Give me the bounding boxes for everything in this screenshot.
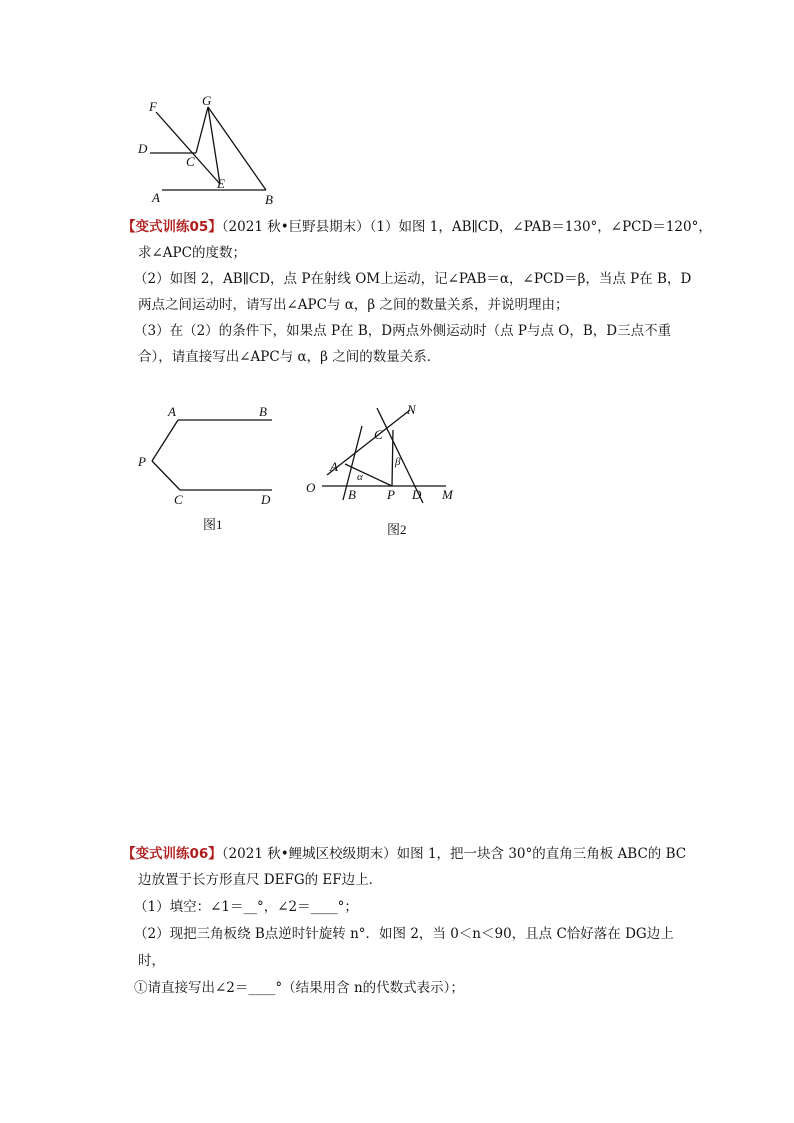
problem05-line-2: 求∠APC的度数； — [138, 245, 246, 261]
problem05-line-4: 两点之间运动时，请写出∠APC与 α，β 之间的数量关系，并说明理由； — [138, 297, 569, 313]
label-c: C — [174, 492, 183, 507]
label-b: B — [265, 192, 273, 207]
label-a: A — [330, 459, 338, 474]
figure1-caption: 图1 — [203, 517, 223, 532]
label-b: B — [348, 487, 356, 502]
figure-1 — [130, 398, 290, 513]
problem06-line-3: （1）填空：∠1＝__°，∠2＝____°； — [134, 899, 358, 915]
label-alpha: α — [357, 471, 363, 483]
problem06-line-5: 时， — [138, 953, 165, 969]
label-n: N — [407, 402, 416, 417]
problem05-tag: 【变式训练05】 — [122, 219, 222, 235]
problem06-line-2: 边放置于长方形直尺 DEFG的 EF边上． — [138, 872, 383, 888]
problem06-tag: 【变式训练06】 — [122, 846, 222, 862]
label-p: P — [387, 487, 395, 502]
problem06-line-6: ①请直接写出∠2＝____°（结果用含 n的代数式表示）； — [134, 980, 464, 996]
line-gc — [196, 107, 208, 153]
label-f: F — [149, 99, 157, 114]
label-o: O — [306, 480, 316, 495]
problem06-line-4: （2）现把三角板绕 B点逆时针旋转 n°．如图 2，当 0＜n＜90，且点 C恰好落在 DG边上 — [134, 926, 674, 942]
label-d: D — [412, 487, 422, 502]
label-c: C — [374, 427, 383, 442]
label-a: A — [168, 404, 176, 419]
problem05-line-1: 【变式训练05】（2021 秋•巨野县期末）（1）如图 1，AB∥CD，∠PAB＝130°，∠PCD＝120°， — [122, 219, 712, 235]
label-d: D — [261, 492, 271, 507]
figure-2 — [300, 398, 470, 513]
line-ap — [345, 464, 392, 486]
problem05-line-3: （2）如图 2，AB∥CD，点 P在射线 OM上运动，记∠PAB＝α，∠PCD＝β，当点 P在 B，D — [134, 271, 692, 287]
line-pc — [152, 461, 180, 490]
label-m: M — [442, 487, 453, 502]
line-ap — [152, 420, 178, 461]
label-beta: β — [395, 456, 401, 468]
label-d: D — [138, 141, 148, 156]
label-b: B — [259, 404, 267, 419]
problem05-line-5: （3）在（2）的条件下，如果点 P在 B，D两点外侧运动时（点 P与点 O，B，D三点不重 — [134, 323, 672, 339]
label-g: G — [202, 93, 212, 108]
label-c: C — [186, 154, 195, 169]
problem06-line-1: 【变式训练06】（2021 秋•鲤城区校级期末）如图 1，把一块含 30°的直角三角板 ABC的 BC — [122, 846, 687, 862]
label-p: P — [138, 454, 146, 469]
label-a: A — [152, 190, 160, 205]
problem05-line-6: 合），请直接写出∠APC与 α，β 之间的数量关系． — [138, 349, 441, 365]
figure2-caption: 图2 — [387, 522, 407, 537]
label-e: E — [217, 176, 225, 191]
figure-top — [130, 92, 290, 210]
